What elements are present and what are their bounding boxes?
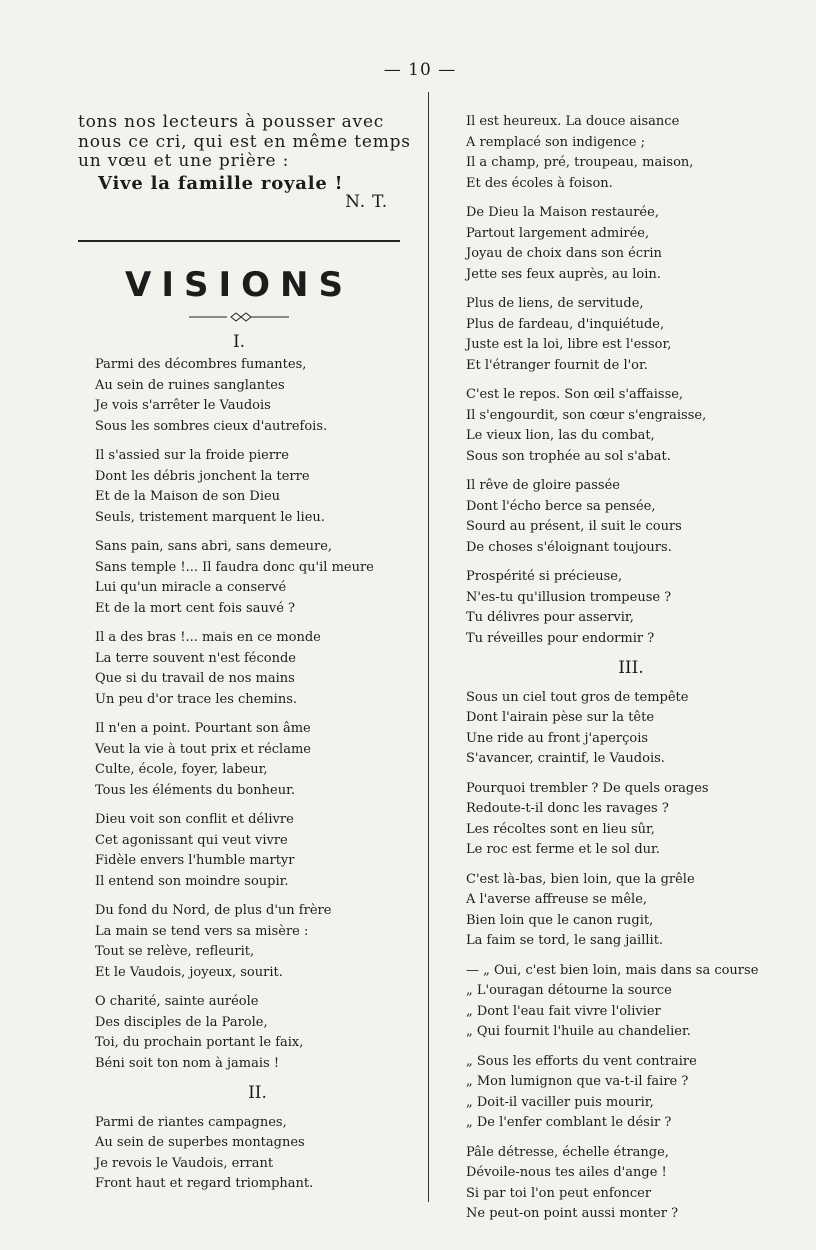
verse-line: Bien loin que le canon rugit, [466, 912, 654, 928]
verse-line: Je vois s'arrêter le Vaudois [95, 398, 271, 413]
verse-line: Parmi des décombres fumantes, [95, 357, 307, 372]
ornament-divider [189, 312, 289, 322]
section-number: II. [248, 1083, 267, 1103]
stanza [466, 779, 796, 861]
verse-line: Béni soit ton nom à jamais ! [95, 1055, 280, 1071]
verse-line: Tous les éléments du bonheur. [95, 782, 295, 798]
verse-line: Lui qu'un miracle a conservé [95, 580, 287, 595]
stanza [466, 294, 796, 376]
royal-cry: Vive la famille royale ! [98, 172, 344, 194]
poem-title: VISIONS [125, 265, 353, 305]
verse-line: Front haut et regard triomphant. [95, 1176, 314, 1191]
stanza [95, 1113, 420, 1195]
verse-line: Il a des bras !... mais en ce monde [95, 630, 321, 645]
verse-line: „ L'ouragan détourne la source [466, 983, 672, 998]
verse-line: Fidèle envers l'humble martyr [95, 853, 295, 868]
stanza [95, 901, 420, 983]
verse-line: Partout largement admirée, [466, 225, 650, 241]
verse-line: „ Doit-il vaciller puis mourir, [466, 1094, 654, 1110]
verse-line: Si par toi l'on peut enfoncer [466, 1185, 652, 1201]
stanza [95, 355, 420, 437]
verse-line: Culte, école, foyer, labeur, [95, 762, 268, 777]
stanza [95, 628, 420, 710]
verse-line: Jette ses feux auprès, au loin. [466, 266, 661, 282]
verse-line: Un peu d'or trace les chemins. [95, 691, 298, 707]
verse-line: Sans pain, sans abri, sans demeure, [95, 539, 333, 554]
verse-line: Et l'étranger fournit de l'or. [466, 357, 648, 373]
verse-line: Et le Vaudois, joyeux, sourit. [95, 964, 283, 980]
left-column [95, 355, 420, 1204]
verse-line: Redoute-t-il donc les ravages ? [466, 801, 669, 816]
verse-line: O charité, sainte auréole [95, 994, 259, 1009]
verse-line: „ Qui fournit l'huile au chandelier. [466, 1024, 691, 1039]
verse-line: Dont l'airain pèse sur la tête [466, 710, 655, 725]
verse-line: Cet agonissant qui veut vivre [95, 832, 288, 848]
verse-line: „ Sous les efforts du vent contraire [466, 1053, 697, 1069]
stanza [466, 203, 796, 285]
stanza [466, 112, 796, 194]
section-number-1: I. [232, 332, 246, 352]
stanza [95, 537, 420, 619]
verse-line: Des disciples de la Parole, [95, 1014, 268, 1030]
right-column [466, 112, 796, 1234]
verse-line: „ Dont l'eau fait vivre l'olivier [466, 1003, 661, 1019]
stanza [466, 961, 796, 1043]
verse-line: De Dieu la Maison restaurée, [466, 205, 659, 220]
intro-line: nous ce cri, qui est en même temps [78, 131, 411, 152]
verse-line: Joyau de choix dans son écrin [466, 246, 662, 261]
verse-line: — „ Oui, c'est bien loin, mais dans sa course [466, 962, 759, 978]
verse-line: Veut la vie à tout prix et réclame [95, 741, 311, 757]
signature: N. T. [345, 192, 388, 212]
verse-line: Il a champ, pré, troupeau, maison, [466, 155, 694, 170]
verse-line: Sous un ciel tout gros de tempête [466, 689, 689, 705]
verse-line: Et des écoles à foison. [466, 175, 613, 191]
verse-line: „ Mon lumignon que va-t-il faire ? [466, 1074, 689, 1089]
verse-line: Tu délivres pour asservir, [466, 610, 634, 625]
verse-line: Tout se relève, refleurit, [95, 944, 255, 959]
verse-line: C'est là-bas, bien loin, que la grêle [466, 871, 695, 887]
page-number: — 10 — [383, 60, 457, 80]
verse-line: Je revois le Vaudois, errant [95, 1155, 274, 1171]
verse-line: Que si du travail de nos mains [95, 671, 295, 686]
verse-line: Le vieux lion, las du combat, [466, 428, 655, 443]
verse-line: Sourd au présent, il suit le cours [466, 519, 682, 534]
verse-line: C'est le repos. Son œil s'affaisse, [466, 387, 684, 402]
verse-line: La terre souvent n'est féconde [95, 650, 296, 666]
verse-line: Sous son trophée au sol s'abat. [466, 448, 671, 464]
verse-line: Toi, du prochain portant le faix, [95, 1035, 304, 1050]
verse-line: Du fond du Nord, de plus d'un frère [95, 903, 332, 918]
stanza [95, 446, 420, 528]
verse-line: Plus de liens, de servitude, [466, 296, 644, 311]
stanza [95, 719, 420, 801]
section-number: III. [618, 658, 644, 678]
intro-line: tons nos lecteurs à pousser avec [78, 112, 385, 132]
stanza [466, 688, 796, 770]
verse-line: De choses s'éloignant toujours. [466, 539, 672, 555]
verse-line: Il entend son moindre soupir. [95, 873, 289, 889]
verse-line: Au sein de ruines sanglantes [95, 377, 285, 393]
verse-line: Ne peut-on point aussi monter ? [466, 1206, 679, 1221]
verse-line: A l'averse affreuse se mêle, [466, 892, 648, 907]
verse-line: Dévoile-nous tes ailes d'ange ! [466, 1165, 667, 1180]
stanza [466, 870, 796, 952]
verse-line: Parmi de riantes campagnes, [95, 1114, 287, 1130]
verse-line: Et de la mort cent fois sauvé ? [95, 600, 295, 616]
verse-line: Sans temple !... Il faudra donc qu'il meure [95, 559, 374, 575]
verse-line: Il rêve de gloire passée [466, 478, 620, 493]
verse-line: La faim se tord, le sang jaillit. [466, 933, 664, 948]
verse-line: Le roc est ferme et le sol dur. [466, 842, 660, 857]
verse-line: Les récoltes sont en lieu sûr, [466, 821, 655, 837]
verse-line: „ De l'enfer comblant le désir ? [466, 1115, 672, 1130]
intro-paragraph [78, 112, 411, 213]
verse-line: Plus de fardeau, d'inquiétude, [466, 316, 665, 332]
stanza [95, 992, 420, 1074]
verse-line: Et de la Maison de son Dieu [95, 489, 281, 504]
verse-line: Il est heureux. La douce aisance [466, 114, 680, 129]
verse-line: Tu réveilles pour endormir ? [466, 630, 655, 646]
verse-line: Juste est la loi, libre est l'essor, [466, 337, 672, 352]
stanza [466, 1052, 796, 1134]
stanza [466, 385, 796, 467]
verse-line: S'avancer, craintif, le Vaudois. [466, 751, 665, 766]
verse-line: La main se tend vers sa misère : [95, 923, 309, 939]
verse-line: Dieu voit son conflit et délivre [95, 812, 294, 827]
stanza [466, 476, 796, 558]
verse-line: Il n'en a point. Pourtant son âme [95, 721, 311, 736]
column-divider [428, 92, 429, 1202]
verse-line: Pâle détresse, échelle étrange, [466, 1144, 669, 1160]
verse-line: N'es-tu qu'illusion trompeuse ? [466, 589, 672, 605]
verse-line: Au sein de superbes montagnes [95, 1135, 305, 1150]
verse-line: Prospérité si précieuse, [466, 569, 623, 584]
verse-line: Sous les sombres cieux d'autrefois. [95, 418, 328, 434]
verse-line: Dont l'écho berce sa pensée, [466, 498, 656, 514]
intro-line: un vœu et une prière : [78, 151, 290, 171]
section-rule [78, 240, 400, 242]
verse-line: A remplacé son indigence ; [466, 134, 645, 150]
verse-line: Pourquoi trembler ? De quels orages [466, 780, 709, 796]
verse-line: Il s'engourdit, son cœur s'engraisse, [466, 407, 707, 423]
verse-line: Il s'assied sur la froide pierre [95, 448, 289, 463]
verse-line: Dont les débris jonchent la terre [95, 468, 310, 484]
stanza [466, 567, 796, 649]
stanza [466, 1143, 796, 1225]
verse-line: Seuls, tristement marquent le lieu. [95, 509, 325, 525]
verse-line: Une ride au front j'aperçois [466, 730, 649, 746]
stanza [95, 810, 420, 892]
